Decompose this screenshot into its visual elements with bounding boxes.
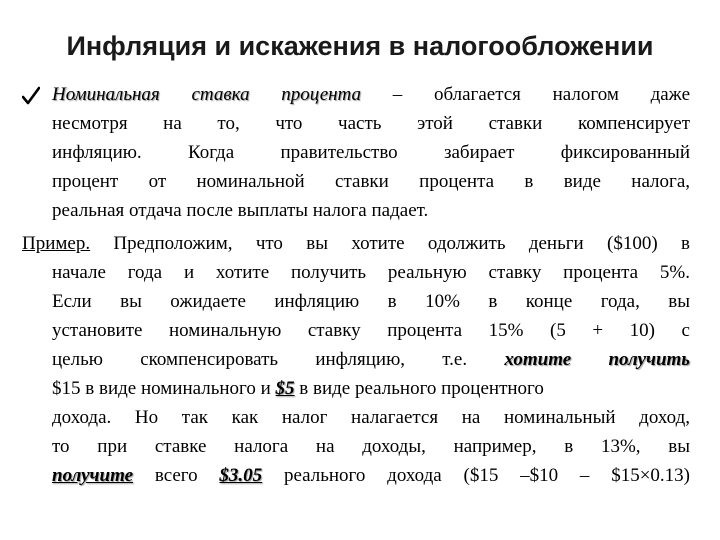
example-line-4: установите номинальную ставку процента 15% (5 + 10) с — [52, 320, 690, 341]
example-line-9 — [22, 461, 690, 490]
example-line-6-end: в виде реального процентного — [294, 378, 544, 399]
example-line-1-rest: Предположим, что вы хотите одолжить деньги ($100) в — [90, 233, 690, 254]
example-line-3: Если вы ожидаете инфляцию в 10% в конце года, вы — [52, 291, 690, 312]
example-line-5-start: целью скомпенсировать инфляцию, т.е. — [52, 349, 505, 370]
bullet-line-1 — [52, 80, 690, 109]
example-line-5 — [22, 345, 690, 374]
example-line-9-mid: всего — [133, 465, 220, 486]
bullet-line-5: реальная отдача после выплаты налога падает. — [52, 200, 429, 221]
bullet-line-3: инфляцию. Когда правительство забирает фиксированный — [52, 142, 690, 163]
emphasis-want-to-get: хотите получить — [504, 349, 690, 370]
example-line-1 — [22, 229, 690, 258]
emphasis-will-get: получите — [52, 465, 134, 486]
emphasis-five-dollars: $5 — [275, 378, 295, 399]
example-paragraph — [22, 229, 690, 490]
slide-title: Инфляция и искажения в налогообложении — [66, 31, 654, 61]
example-line-2: начале года и хотите получить реальную ставку процента 5%. — [52, 262, 690, 283]
bullet-paragraph — [52, 80, 690, 225]
example-label: Пример. — [22, 233, 91, 254]
example-line-9-end: реального дохода ($15 –$10 – $15×0.13) — [262, 465, 691, 486]
example-line-6-start: $15 в виде номинального и — [52, 378, 276, 399]
emphasis-three-oh-five: $3.05 — [219, 465, 263, 486]
example-line-6 — [22, 374, 690, 403]
bullet-line-2: несмотря на то, что часть этой ставки компенсирует — [52, 113, 690, 134]
bullet-line-1-rest: – облагается налогом даже — [361, 84, 690, 105]
example-line-7: дохода. Но так как налог налагается на номинальный доход, — [52, 407, 690, 428]
checkmark-icon — [22, 86, 40, 106]
bullet-line-4: процент от номинальной ставки процента в виде налога, — [52, 171, 690, 192]
example-line-8: то при ставке налога на доходы, например, в 13%, вы — [52, 436, 690, 457]
bullet-term: Номинальная ставка процента — [52, 84, 362, 105]
